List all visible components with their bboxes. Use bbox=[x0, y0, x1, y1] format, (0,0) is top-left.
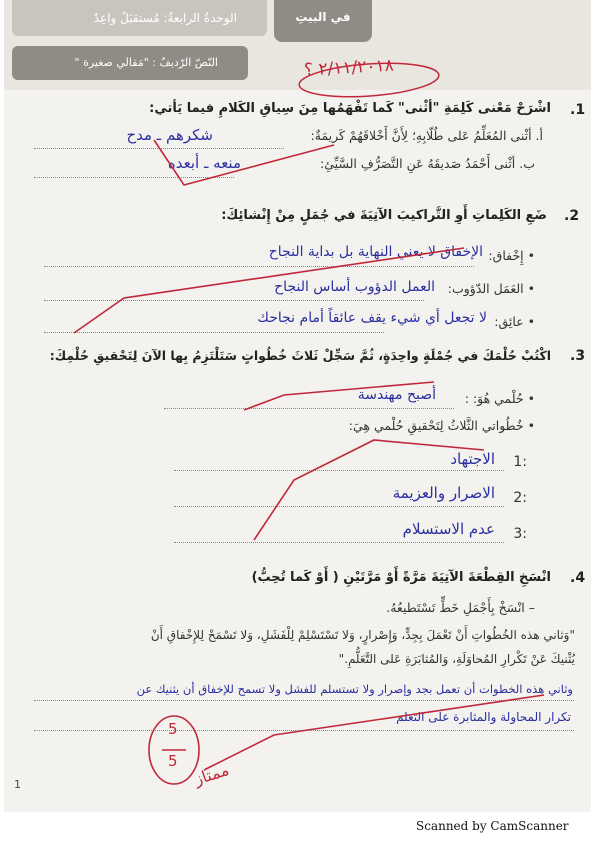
check-mark-q4 bbox=[194, 690, 554, 780]
q3-step-3-number: :3 bbox=[513, 526, 527, 542]
grade-out-of: 5 bbox=[168, 752, 178, 770]
q2-item-2-answer: العمل الدؤوب أساس النجاح bbox=[274, 279, 435, 295]
q3-step-2-answer: الاصرار والعزيمة bbox=[392, 484, 495, 502]
q4-number: .4 bbox=[570, 570, 586, 586]
q3-step-3-answer: عدم الاستسلام bbox=[402, 520, 495, 538]
q4-copy-line-2: تكرار المحاولة والمثابرة على التعلم bbox=[396, 710, 571, 724]
q1b-text: ب. أثْنى أَحْمَدُ صَديقَهُ عَنِ التَّصَرُّفِ السَّيِّئِ: bbox=[320, 156, 535, 171]
q3-dream-label: • حُلْمي هُوَ: : bbox=[464, 391, 535, 406]
q1a-text: أ. أثْنى المُعَلِّمُ عَلى طُلّابِهِ؛ لِأَنَّ أَخْلاقَهُمْ كَريمَةٌ: bbox=[310, 128, 543, 143]
q1-prompt: اشْرَحْ مَعْنى كَلِمَةِ "أثْنى" كَما تَفْهَمُها مِنَ سِياقِ الكَلامِ فيما يَأتي: bbox=[149, 101, 551, 116]
q2-item-3-answer: لا تجعل أي شيء يقف عائقاً أمام نجاحك bbox=[257, 310, 487, 326]
q2-item-2-label: • العَمَل الدّؤوب: bbox=[447, 281, 535, 296]
q2-item-3-label: • عائِق: bbox=[494, 314, 535, 329]
q4-passage-line-1: "وَثاني هذه الخُطُواتِ أَنْ تَعْمَلَ بِجِدٍّ، وَإِصْرارٍ، وَلا تَسْتَسْلِمْ لِلْفَشَلِ، وَلا تَسْمَحْ لِلإِخْفاقِ أَنْ bbox=[150, 628, 575, 642]
check-mark-q3 bbox=[234, 380, 494, 550]
check-mark-q2 bbox=[64, 238, 484, 348]
q1a-answer: شكرهم ـ مدح bbox=[126, 126, 213, 144]
q2-item-1-answer: الإخفاق لا يعني النهاية بل بداية النجاح bbox=[268, 244, 483, 260]
q4-prompt: انْسَخِ القِطْعَةَ الآتِيَةَ مَرَّةً أَوْ مَرَّتَيْنِ ( أَوْ كَما تُحِبُّ) bbox=[251, 570, 551, 585]
q4-copy-line-1: وثاني هذه الخطوات أن تعمل بجد وإصرار ولا تستسلم للفشل ولا تسمح للإخفاق أن يثنيك عن bbox=[136, 682, 573, 696]
q2-prompt: ضَعِ الكَلِماتِ أَوِ التَّراكيبَ الآتِيَةَ في جُمَلٍ مِنْ إِنْشائِكَ: bbox=[221, 208, 547, 223]
q4-instruction: – انْسَخْ بِأَجْمَلِ خَطٍّ تَسْتَطيعُهُ. bbox=[386, 600, 535, 615]
grade-remark: ممتاز bbox=[191, 760, 232, 789]
unit-title: الوحدةُ الرابعةُ: مُستقبَلٌ واعِدٌ bbox=[12, 0, 267, 36]
q2-number: .2 bbox=[564, 208, 580, 224]
q1b-answer: منعه ـ أبعده bbox=[167, 154, 241, 172]
q3-number: .3 bbox=[570, 348, 586, 364]
handwritten-date: ٢/١١/٢٠١٨ ؟ bbox=[303, 55, 395, 81]
grade-score: 5 bbox=[168, 720, 178, 738]
text-title: النّصّ الرّديفُ : "مَقالي صغيرة " bbox=[12, 46, 248, 80]
scanner-watermark: Scanned by CamScanner bbox=[416, 819, 569, 833]
date-circle bbox=[294, 60, 444, 100]
q3-dream-answer: أصبح مهندسة bbox=[357, 387, 436, 403]
home-tab: في البيتِ bbox=[274, 0, 372, 42]
q1-number: .1 bbox=[570, 102, 586, 118]
q3-steps-label: • خُطُواتي الثَّلاثُ لِتَحْقيقِ حُلْمي هِيَ: bbox=[348, 418, 535, 433]
page-number: 1 bbox=[14, 778, 21, 791]
q4-passage-line-2: يُثْنيكَ عَنْ تَكْرارِ المُحاوَلَةِ، وَالمُثابَرَةِ عَلى التَّعَلُّمِ." bbox=[338, 652, 575, 666]
check-mark-q1 bbox=[144, 130, 344, 200]
q2-item-1-label: • إِخْفاق: bbox=[488, 248, 535, 263]
worksheet-page bbox=[4, 0, 591, 812]
q3-step-1-answer: الاجتهاد bbox=[450, 450, 495, 468]
q3-step-2-number: :2 bbox=[513, 490, 527, 506]
q3-prompt: اكْتُبْ حُلْمَكَ في جُمْلَةٍ واحِدَةٍ، ثُمَّ سَجِّلْ ثَلاثَ خُطُواتٍ سَتَلْتَزِمُ بِها الآنَ لِتَحْقيقِ حُلْمِكَ: bbox=[49, 348, 551, 363]
q3-step-1-number: :1 bbox=[513, 454, 527, 470]
